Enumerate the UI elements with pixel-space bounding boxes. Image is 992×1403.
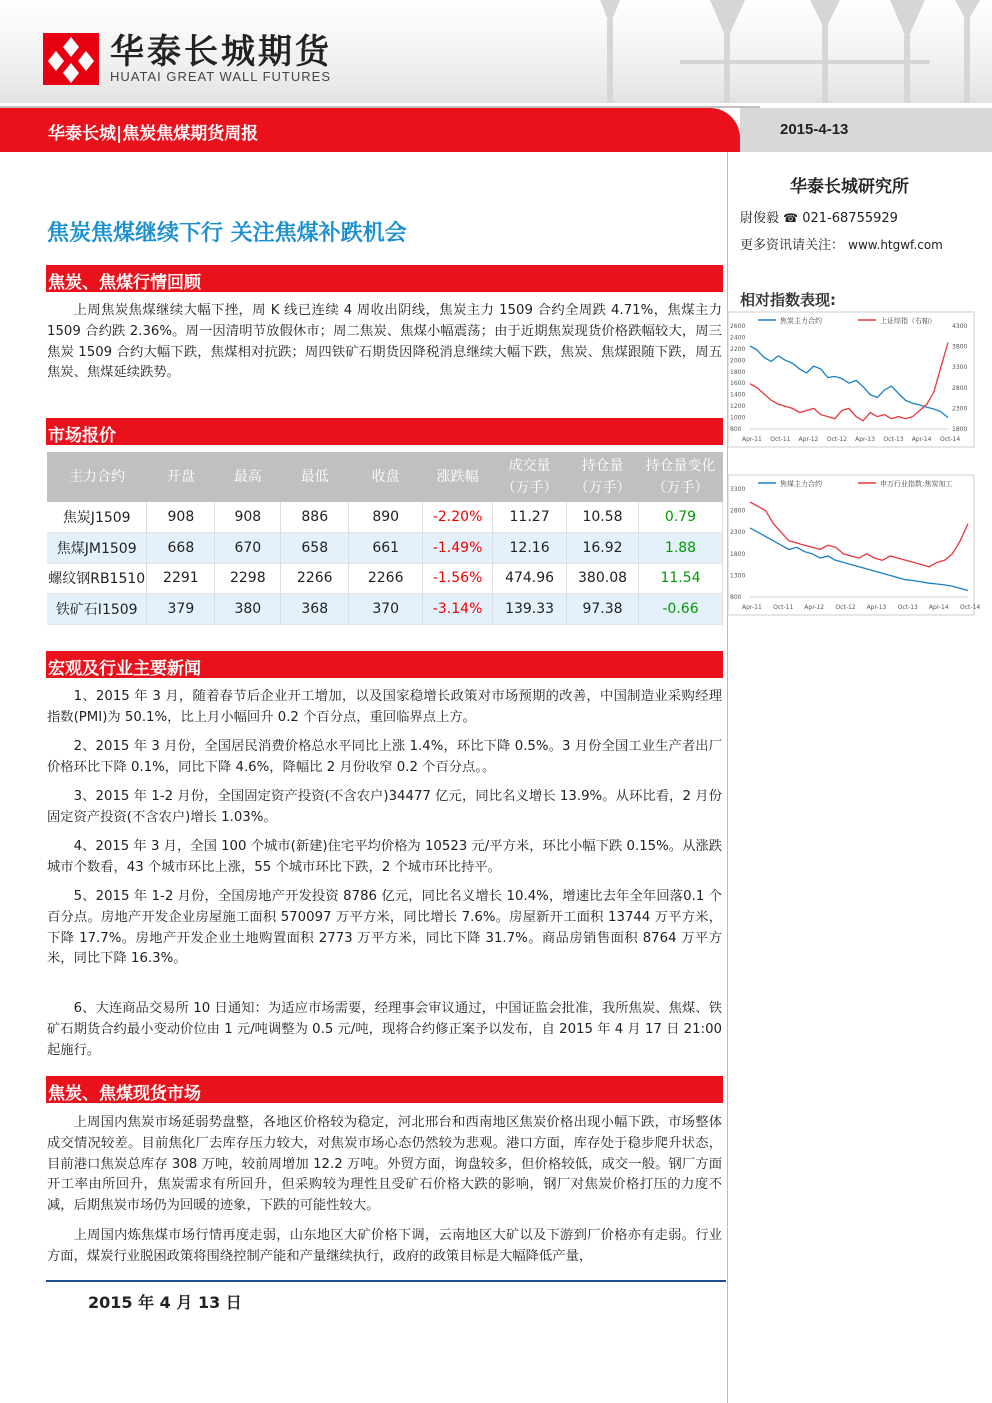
analyst-name: 尉俊毅	[740, 211, 780, 226]
table-cell: 16.92	[567, 533, 639, 564]
table-header-row	[47, 452, 723, 502]
table-cell: 139.33	[493, 594, 567, 625]
x-tick-label: Oct-11	[773, 604, 794, 611]
table-header-cell: 成交量 （万手）	[493, 452, 567, 502]
spot-paragraph-2: 上周国内炼焦煤市场行情再度走弱，山东地区大矿价格下调，云南地区大矿以及下游到厂价格亦有走弱。行业方面，煤炭行业脱困政策将围绕控制产能和产量继续执行，政府的政策目标是大幅降低产量，	[47, 1228, 722, 1264]
chart-coke-vs-shanghai	[728, 312, 974, 447]
table-cell: 2266	[281, 563, 349, 594]
x-tick-label: Oct-11	[770, 436, 791, 443]
table-cell: 368	[281, 594, 349, 625]
y-tick-label: 1000	[730, 414, 746, 422]
table-cell: -1.56%	[423, 563, 493, 594]
x-tick-label: Apr-11	[742, 604, 762, 611]
decorative-pattern	[560, 0, 992, 103]
table-body	[47, 502, 723, 624]
spot-paragraph-1: 上周国内焦炭市场延弱势盘整，各地区价格较为稳定，河北邢台和西南地区焦炭价格出现小幅下跌，市场整体成交情况较差。目前焦化厂去库存压力较大，对焦炭市场心态仍然较为悲观。港口方面，库存处于稳步爬升状态，目前港口焦炭总库存 308 万吨，较前周增加 12.2 万吨。外贸方面，询盘较多，但价格较低，成交一般。钢厂方面开工率由所回升，焦炭需求有所回升，但采购较为理性且受矿石价格大跌的影响，钢厂对焦炭价格打压的力度不减，后期焦炭市场仍为回暖的迹象，下跌的可能性较大。	[47, 1115, 722, 1214]
x-tick-label: Apr-12	[798, 436, 819, 443]
y-tick-label: 1300	[730, 572, 746, 580]
table-row	[47, 502, 723, 533]
table-row	[47, 563, 723, 594]
y-tick-label: 2300	[730, 529, 746, 537]
table-cell: 370	[349, 594, 423, 625]
table-cell: -0.66	[639, 594, 723, 625]
table-cell: 908	[215, 502, 281, 533]
chart-heading: 相对指数表现:	[740, 291, 836, 309]
section-heading-review	[46, 265, 723, 292]
x-tick-label: Oct-14	[960, 604, 981, 611]
section-heading-text: 焦炭、焦煤现货市场	[48, 1084, 201, 1104]
table-cell: 97.38	[567, 594, 639, 625]
x-tick-label: Oct-12	[835, 604, 856, 611]
table-header-cell: 主力合约	[47, 452, 147, 502]
y2-tick-label: 4300	[952, 323, 968, 330]
x-tick-label: Oct-14	[940, 436, 961, 443]
quote-table	[47, 452, 723, 625]
table-cell: 2266	[349, 563, 423, 594]
y-tick-label: 2400	[730, 334, 746, 342]
table-header-cell: 收盘	[349, 452, 423, 502]
table-cell: 铁矿石I1509	[47, 594, 147, 625]
y-tick-label: 2000	[730, 357, 746, 365]
news-item-6: 6、大连商品交易所 10 日通知：为适应市场需要，经理事会审议通过，中国证监会批准，我所焦炭、焦煤、铁矿石期货合约最小变动价位由 1 元/吨调整为 0.5 元/吨，现将合约修正案予以发布，自 2015 年 4 月 17 日 21:00 起施行。	[47, 1001, 722, 1058]
y-tick-label: 1600	[730, 380, 746, 388]
analyst-phone: 021-68755929	[802, 211, 898, 226]
table-header-cell: 持仓量 （万手）	[567, 452, 639, 502]
table-cell: 2298	[215, 563, 281, 594]
section-heading-text: 市场报价	[48, 426, 116, 446]
table-cell: 380	[215, 594, 281, 625]
table-cell: 661	[349, 533, 423, 564]
footer-date: 2015 年 4 月 13 日	[88, 1293, 242, 1312]
table-cell: 2291	[147, 563, 215, 594]
y-tick-label: 800	[730, 426, 742, 433]
table-row	[47, 594, 723, 625]
table-cell: 474.96	[493, 563, 567, 594]
legend-label: 申万行业指数:焦炭加工	[880, 480, 953, 488]
more-info-label: 更多资讯请关注：	[740, 238, 845, 253]
legend-label: 上证综指（右轴）	[880, 317, 936, 325]
x-tick-label: Oct-12	[826, 436, 848, 443]
legend-label: 焦炭主力合约	[780, 317, 822, 325]
y2-tick-label: 3800	[952, 343, 968, 351]
y-tick-label: 3300	[730, 486, 746, 493]
table-cell: 12.16	[493, 533, 567, 564]
table-header-cell: 持仓量变化 （万手）	[639, 452, 723, 502]
table-cell: 670	[215, 533, 281, 564]
table-header-cell: 最高	[215, 452, 281, 502]
y-tick-label: 1800	[730, 550, 746, 558]
y2-tick-label: 1800	[952, 426, 968, 433]
brand-name-cn: 华泰长城期货	[110, 32, 332, 72]
table-cell: 螺纹钢RB1510	[47, 563, 147, 594]
table-cell: 379	[147, 594, 215, 625]
y-tick-label: 1200	[730, 403, 746, 411]
table-cell: 0.79	[639, 502, 723, 533]
news-item-4: 4、2015 年 3 月，全国 100 个城市(新建)住宅平均价格为 10523 元/平方米，环比小幅下跌 0.15%。从涨跌城市个数看，43 个城市环比上涨，55 个城市环比下跌，2 个城市环比持平。	[47, 839, 722, 875]
table-header-cell: 涨跌幅	[423, 452, 493, 502]
table-cell: 908	[147, 502, 215, 533]
table-row	[47, 533, 723, 564]
table-cell: 焦炭J1509	[47, 502, 147, 533]
website-line	[740, 234, 943, 253]
review-paragraph: 上周焦炭焦煤继续大幅下挫，周 K 线已连续 4 周收出阴线，焦炭主力 1509 合约全周跌 4.71%，焦煤主力 1509 合约跌 2.36%。周一因清明节放假休市；周二焦炭、焦煤小幅震荡；由于近期焦炭现货价格跌幅较大，周三焦炭 1509 合约大幅下跌，焦煤相对抗跌；周四铁矿石期货因降税消息继续大幅下跌，焦炭、焦煤跟随下跌，周五焦炭、焦煤延续跌势。	[47, 303, 722, 381]
logo-icon	[42, 25, 100, 87]
y2-tick-label: 2800	[952, 384, 968, 392]
table-cell: 1.88	[639, 533, 723, 564]
header	[0, 0, 992, 103]
section-heading-quotes	[46, 418, 723, 445]
y-tick-label: 2200	[730, 345, 746, 353]
report-date: 2015-4-13	[780, 121, 849, 138]
date-box	[740, 108, 992, 152]
table-header-cell: 最低	[281, 452, 349, 502]
x-tick-label: Apr-13	[866, 604, 887, 611]
website-link[interactable]: www.htgwf.com	[848, 238, 943, 252]
legend-label: 焦煤主力合约	[780, 480, 822, 488]
news-item-5: 5、2015 年 1-2 月份，全国房地产开发投资 8786 亿元，同比名义增长 10.4%，增速比去年全年回落0.1 个百分点。房地产开发企业房屋施工面积 570097 万平方米，同比增长 7.6%。房屋新开工面积 13744 万平方米，下降 17.7%。房地产开发企业土地购置面积 2773 万平方米，同比下降 31.7%。商品房销售面积 8764 万平方米，同比下降 16.3%。	[47, 889, 722, 967]
y-tick-label: 1800	[730, 368, 746, 376]
page-title: 焦炭焦煤继续下行 关注焦煤补跌机会	[47, 221, 407, 246]
chart-coking-coal-vs-index	[728, 475, 981, 615]
table-cell: 11.27	[493, 502, 567, 533]
chart-frame	[728, 475, 974, 615]
report-series-title: 华泰长城|焦炭焦煤期货周报	[48, 124, 259, 144]
x-tick-label: Oct-13	[897, 604, 918, 611]
table-cell: 10.58	[567, 502, 639, 533]
x-tick-label: Apr-11	[742, 436, 762, 443]
footer-divider	[46, 1280, 726, 1282]
x-tick-label: Apr-13	[855, 436, 875, 443]
table-cell: 658	[281, 533, 349, 564]
y2-tick-label: 2300	[952, 405, 968, 413]
y2-tick-label: 3300	[952, 364, 968, 372]
table-cell: 668	[147, 533, 215, 564]
news-item-1: 1、2015 年 3 月，随着春节后企业开工增加，以及国家稳增长政策对市场预期的改善，中国制造业采购经理指数(PMI)为 50.1%，比上月小幅回升 0.2 个百分点，重回临界点上方。	[47, 689, 722, 725]
y-tick-label: 2800	[730, 507, 746, 515]
news-item-2: 2、2015 年 3 月份，全国居民消费价格总水平同比上涨 1.4%，环比下降 0.5%。3 月份全国工业生产者出厂价格环比下降 0.1%，同比下降 4.6%，降幅比 2 月份收窄 0.2 个百分点。。	[47, 739, 722, 775]
x-tick-label: Apr-14	[928, 604, 949, 611]
y-tick-label: 800	[730, 594, 742, 601]
y-tick-label: 1400	[730, 391, 746, 399]
table-cell: 890	[349, 502, 423, 533]
phone-icon: ☎	[783, 211, 799, 225]
table-cell: 886	[281, 502, 349, 533]
x-tick-label: Apr-14	[911, 436, 932, 443]
section-heading-text: 宏观及行业主要新闻	[48, 659, 201, 679]
x-tick-label: Oct-13	[883, 436, 904, 443]
table-cell: 焦煤JM1509	[47, 533, 147, 564]
table-cell: -2.20%	[423, 502, 493, 533]
table-header-cell: 开盘	[147, 452, 215, 502]
news-item-3: 3、2015 年 1-2 月份，全国固定资产投资(不含农户)34477 亿元，同比名义增长 13.9%。从环比看，2 月份固定资产投资(不含农户)增长 1.03%。	[47, 789, 722, 825]
x-tick-label: Apr-12	[804, 604, 825, 611]
section-heading-news	[46, 651, 723, 678]
table-cell: -3.14%	[423, 594, 493, 625]
table-cell: 11.54	[639, 563, 723, 594]
section-heading-text: 焦炭、焦煤行情回顾	[48, 273, 201, 293]
brand-name-en: HUATAI GREAT WALL FUTURES	[110, 69, 331, 84]
table-cell: -1.49%	[423, 533, 493, 564]
y-tick-label: 2600	[730, 323, 746, 330]
analyst-contact	[740, 207, 898, 226]
table-cell: 380.08	[567, 563, 639, 594]
institute-name: 华泰长城研究所	[790, 177, 909, 197]
section-heading-spot	[46, 1076, 723, 1103]
